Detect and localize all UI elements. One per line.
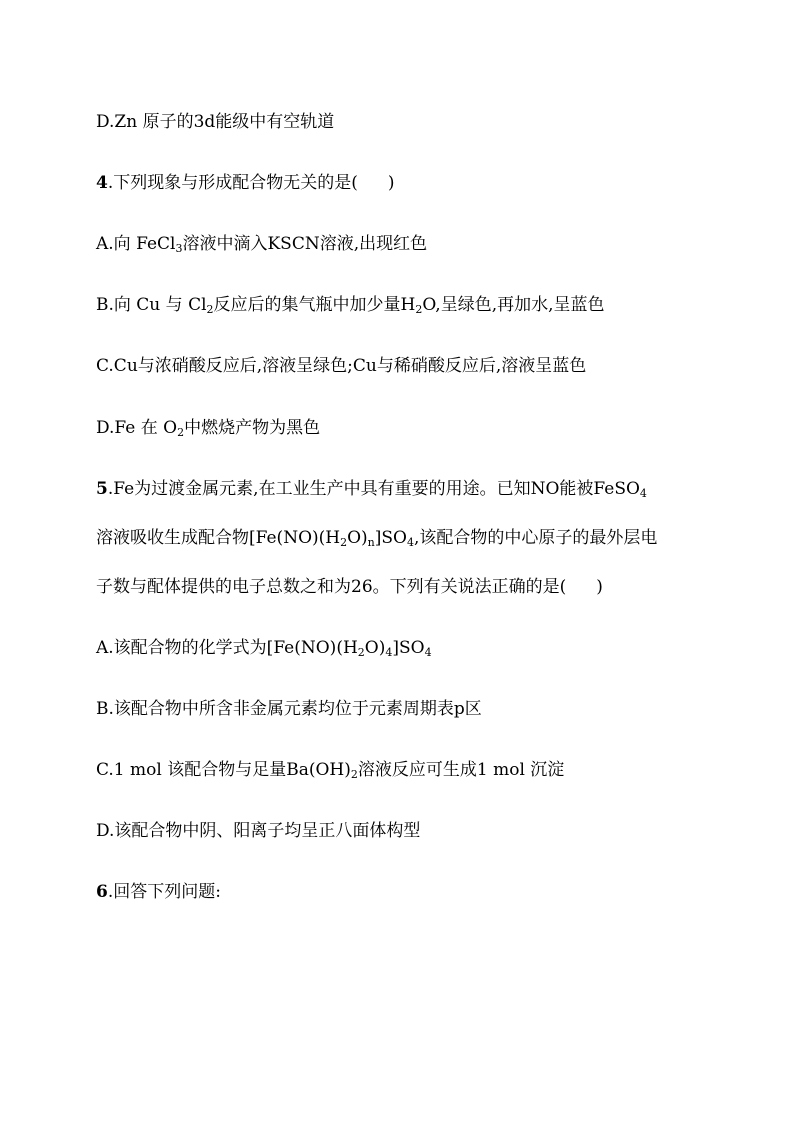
q4-option-d: [96, 417, 320, 439]
q5-option-c-post: 溶液反应可生成1 mol 沉淀: [357, 760, 565, 780]
q5-line1-pre: .Fe为过渡金属元素,在工业生产中具有重要的用途。已知NO能被FeSO: [107, 479, 640, 499]
q4-option-b: [96, 294, 605, 316]
q5-line2-mid: O): [347, 528, 368, 548]
q4-option-a-sub: 3: [175, 242, 183, 255]
q5-line2-post: ,该配合物的中心原子的最外层电: [413, 528, 658, 548]
q4-option-b-sub2: 2: [415, 303, 423, 316]
q4-option-d-sub: 2: [177, 426, 185, 439]
q4-option-a-post: 溶液中滴入KSCN溶液,出现红色: [182, 234, 428, 254]
q5-line2-mid2: ]SO: [374, 528, 407, 548]
q5-option-c: [96, 759, 564, 781]
q4-stem-text: .下列现象与形成配合物无关的是(: [107, 173, 358, 193]
q5-stem-line2: [96, 527, 657, 549]
q5-option-a: [96, 637, 432, 659]
q5-option-a-pre: A.该配合物的化学式为[Fe(NO)(H: [96, 638, 358, 658]
q5-number: 5: [96, 479, 108, 499]
q5-option-b: [96, 698, 482, 720]
q6-number: 6: [96, 882, 108, 902]
q5-option-d: [96, 820, 420, 842]
q4-option-b-sub1: 2: [206, 303, 214, 316]
q6-stem: [96, 881, 221, 903]
q5-option-c-sub: 2: [350, 768, 358, 781]
q5-option-a-sub3: 4: [424, 646, 432, 659]
q4-option-c-text: C.Cu与浓硝酸反应后,溶液呈绿色;Cu与稀硝酸反应后,溶液呈蓝色: [96, 356, 587, 376]
q5-line2-sub1: 2: [340, 536, 348, 549]
q5-line2-sub3: 4: [406, 536, 414, 549]
q5-line3-paren: ): [596, 577, 603, 597]
q3-option-d: [96, 111, 334, 133]
q4-option-d-post: 中燃烧产物为黑色: [184, 418, 321, 438]
q4-option-c: [96, 355, 586, 377]
q5-line3-text: 子数与配体提供的电子总数之和为26。下列有关说法正确的是(: [96, 577, 567, 597]
q5-line2-pre: 溶液吸收生成配合物[Fe(NO)(H: [96, 528, 341, 548]
q5-option-d-text: D.该配合物中阴、阳离子均呈正八面体构型: [96, 821, 421, 841]
q4-option-b-mid: 反应后的集气瓶中加少量H: [213, 295, 416, 315]
q5-stem-line1: [96, 478, 647, 500]
q4-option-d-pre: D.Fe 在 O: [96, 418, 178, 438]
q4-number: 4: [96, 173, 108, 193]
q4-option-b-pre: B.向 Cu 与 Cl: [96, 295, 207, 315]
q4-option-a-pre: A.向 FeCl: [96, 234, 176, 254]
q5-option-a-sub2: 4: [385, 646, 393, 659]
q5-option-a-sub1: 2: [357, 646, 365, 659]
q4-stem: [96, 172, 395, 194]
q6-stem-text: .回答下列问题:: [107, 882, 221, 902]
q4-stem-paren: ): [387, 173, 395, 193]
q5-option-a-mid2: ]SO: [392, 638, 425, 658]
q5-option-b-text: B.该配合物中所含非金属元素均位于元素周期表p区: [96, 699, 482, 719]
q5-stem-line3: [96, 576, 603, 598]
q5-line2-sub2: n: [367, 536, 375, 549]
q5-option-c-pre: C.1 mol 该配合物与足量Ba(OH): [96, 760, 351, 780]
q3-option-d-text: D.Zn 原子的3d能级中有空轨道: [96, 112, 335, 132]
q5-option-a-mid: O): [364, 638, 386, 658]
q5-line1-sub: 4: [639, 487, 647, 500]
q4-option-b-post: O,呈绿色,再加水,呈蓝色: [422, 295, 605, 315]
q4-option-a: [96, 233, 427, 255]
